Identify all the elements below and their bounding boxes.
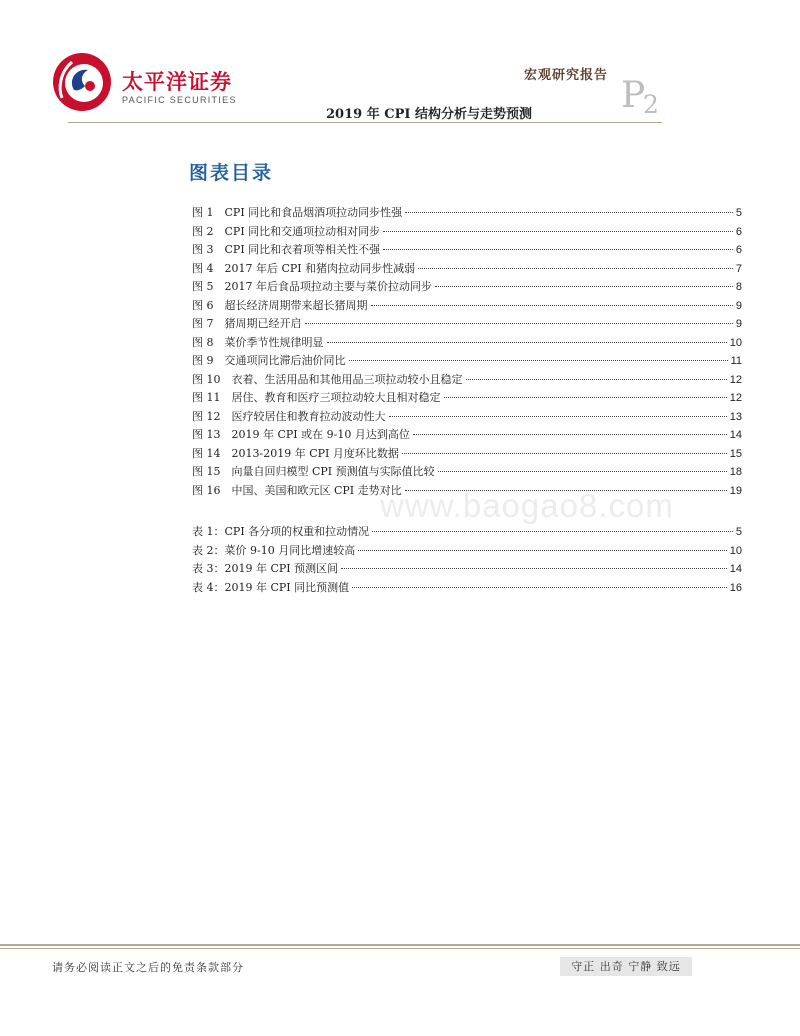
- toc-leader-dots: [372, 530, 733, 532]
- toc-row-figure[interactable]: [192, 297, 742, 316]
- page-number: 2: [643, 90, 659, 119]
- toc-row-table[interactable]: [192, 523, 742, 542]
- toc-page: 5: [735, 526, 742, 538]
- footer-divider-thin: [0, 948, 800, 949]
- toc-label: 表 1：CPI 各分项的权重和拉动情况: [192, 525, 370, 538]
- toc-row-figure[interactable]: [192, 426, 742, 445]
- table-list: [192, 523, 742, 597]
- toc-label: 图 5 2017 年后食品项拉动主要与菜价拉动同步: [192, 280, 432, 293]
- toc-label: 图 2 CPI 同比和交通项拉动相对同步: [192, 224, 381, 238]
- toc-row-figure[interactable]: [192, 204, 742, 223]
- footer-disclaimer: 请务必阅读正文之后的免责条款部分: [52, 961, 244, 974]
- toc-label: 表 4：2019 年 CPI 同比预测值: [192, 580, 350, 594]
- toc-page: 14: [729, 429, 742, 441]
- toc-leader-dots: [466, 378, 727, 380]
- toc-label: 图 4 2017 年后 CPI 和猪肉拉动同步性减弱: [192, 261, 416, 275]
- toc-leader-dots: [327, 341, 727, 343]
- toc-leader-dots: [405, 211, 733, 213]
- document-title: 2019 年 CPI 结构分析与走势预测: [326, 107, 532, 122]
- toc-leader-dots: [413, 433, 727, 435]
- toc-leader-dots: [438, 470, 727, 472]
- toc-label: 表 2：菜价 9-10 月同比增速较高: [192, 543, 356, 557]
- toc-leader-dots: [352, 586, 727, 588]
- toc-page: 13: [729, 410, 742, 423]
- toc-leader-dots: [305, 322, 733, 324]
- toc-page: 10: [729, 336, 742, 349]
- footer-divider: [0, 944, 800, 946]
- toc-leader-dots: [402, 452, 727, 454]
- toc-page: 11: [730, 355, 742, 367]
- toc-leader-dots: [341, 567, 727, 569]
- toc-leader-dots: [435, 285, 733, 287]
- toc-label: 图 15 向量自回归模型 CPI 预测值与实际值比较: [192, 465, 435, 478]
- toc-heading: 图表目录: [189, 162, 274, 184]
- toc-label: 图 16 中国、美国和欧元区 CPI 走势对比: [192, 483, 402, 497]
- figure-list: [192, 204, 742, 500]
- toc-row-figure[interactable]: [192, 408, 742, 427]
- toc-page: 16: [729, 581, 742, 594]
- toc-page: 9: [735, 299, 742, 312]
- toc-page: 12: [729, 392, 742, 404]
- toc-page: 12: [729, 373, 742, 386]
- toc-leader-dots: [371, 304, 733, 306]
- toc-row-figure[interactable]: [192, 371, 742, 390]
- toc-row-figure[interactable]: [192, 278, 742, 297]
- toc-label: 图 1 CPI 同比和食品烟酒项拉动同步性强: [192, 206, 403, 219]
- toc-label: 图 11 居住、教育和医疗三项拉动较大且相对稳定: [192, 391, 441, 404]
- toc-label: 图 7 猪周期已经开启: [192, 317, 302, 330]
- toc-row-table[interactable]: [192, 542, 742, 561]
- company-name-cn: 太平洋证券: [122, 70, 232, 94]
- toc-label: 表 3：2019 年 CPI 预测区间: [192, 562, 339, 575]
- footer-slogan: 守正 出奇 宁静 致远: [560, 957, 692, 976]
- toc-label: 图 3 CPI 同比和衣着项等相关性不强: [192, 243, 381, 256]
- toc-page: 7: [735, 262, 742, 275]
- toc-row-table[interactable]: [192, 579, 742, 598]
- toc-page: 18: [729, 466, 742, 478]
- toc-page: 15: [729, 447, 742, 460]
- toc-row-figure[interactable]: [192, 260, 742, 279]
- toc-row-table[interactable]: [192, 560, 742, 579]
- toc-row-figure[interactable]: [192, 223, 742, 242]
- toc-page: 5: [735, 207, 742, 219]
- toc-row-figure[interactable]: [192, 241, 742, 260]
- toc-row-figure[interactable]: [192, 445, 742, 464]
- toc-page: 6: [735, 225, 742, 238]
- toc-label: 图 13 2019 年 CPI 或在 9-10 月达到高位: [192, 428, 410, 441]
- toc-leader-dots: [389, 415, 727, 417]
- header-divider: [68, 122, 662, 123]
- report-type: 宏观研究报告: [524, 68, 609, 83]
- toc-row-figure[interactable]: [192, 315, 742, 334]
- toc-leader-dots: [383, 230, 733, 232]
- toc-leader-dots: [358, 549, 727, 551]
- company-logo-icon: [50, 50, 114, 114]
- toc-label: 图 12 医疗较居住和教育拉动波动性大: [192, 409, 386, 423]
- toc-page: 14: [729, 563, 742, 575]
- toc-leader-dots: [383, 248, 733, 250]
- toc-label: 图 9 交通项同比滞后油价同比: [192, 354, 346, 367]
- toc-row-figure[interactable]: [192, 389, 742, 408]
- toc-row-figure[interactable]: [192, 352, 742, 371]
- toc-page: 19: [729, 484, 742, 497]
- toc-label: 图 14 2013-2019 年 CPI 月度环比数据: [192, 446, 399, 460]
- toc-page: 6: [735, 244, 742, 256]
- toc-page: 8: [735, 281, 742, 293]
- watermark: www.baogao8.com: [380, 487, 674, 524]
- toc-row-figure[interactable]: [192, 334, 742, 353]
- toc-leader-dots: [349, 359, 728, 361]
- toc-page: 9: [735, 318, 742, 330]
- toc-page: 10: [729, 544, 742, 557]
- company-name-en: PACIFIC SECURITIES: [122, 95, 237, 105]
- toc-label: 图 8 菜价季节性规律明显: [192, 335, 324, 349]
- toc-leader-dots: [444, 396, 727, 398]
- toc-row-figure[interactable]: [192, 463, 742, 482]
- toc-label: 图 6 超长经济周期带来超长猪周期: [192, 298, 368, 312]
- page-prefix: P: [621, 75, 646, 116]
- toc-leader-dots: [418, 267, 733, 269]
- toc-label: 图 10 衣着、生活用品和其他用品三项拉动较小且稳定: [192, 372, 463, 386]
